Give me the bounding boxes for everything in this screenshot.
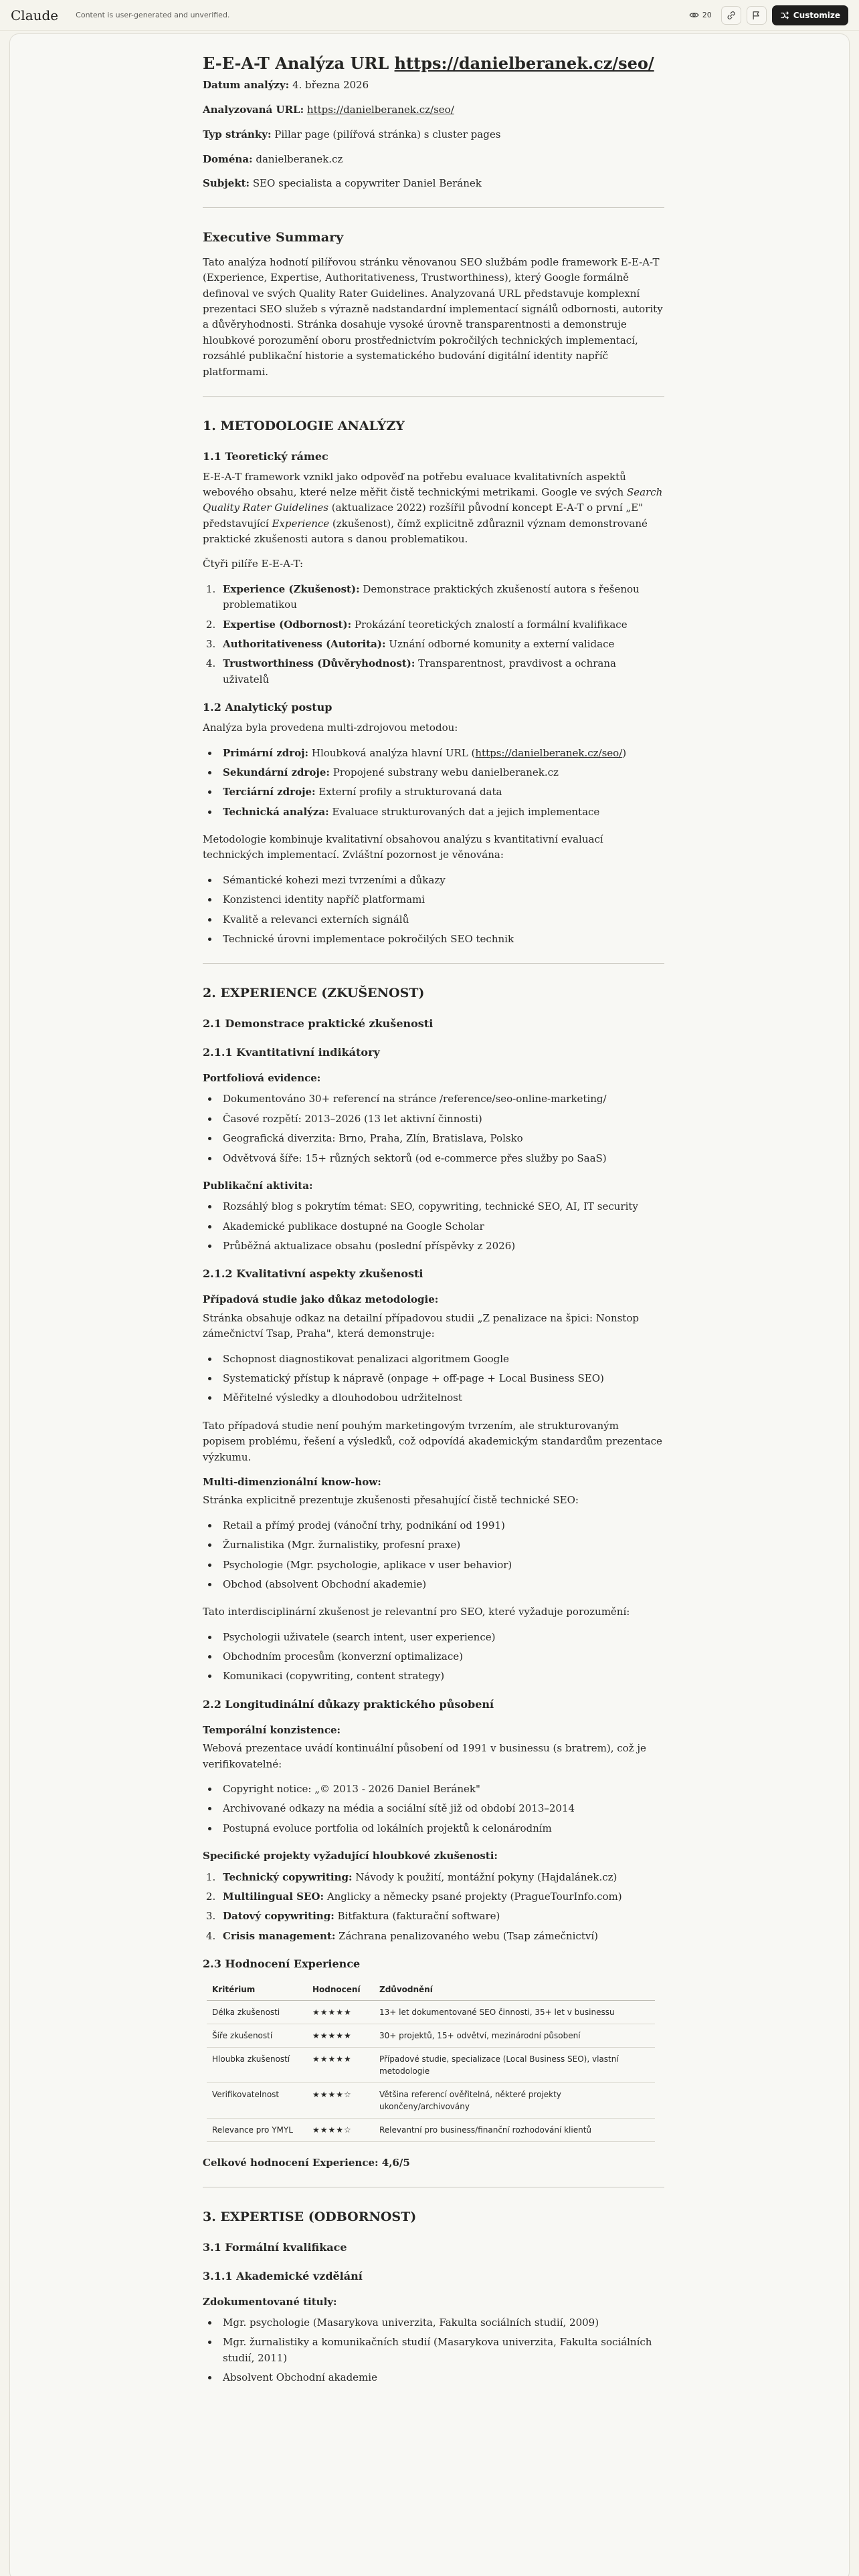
item-label: Technická analýza: (223, 805, 329, 818)
column-header: Zdůvodnění (374, 1979, 655, 2000)
list-item (219, 1870, 664, 1885)
list-item: • Sémantické kohezi mezi tvrzeními a důkazy (219, 873, 664, 888)
overall-score-text: Celkové hodnocení Experience: 4,6/5 (203, 2156, 410, 2169)
section-2-heading: 2. EXPERIENCE (ZKUŠENOST) (203, 986, 425, 1001)
meta-label: Analyzovaná URL: (203, 103, 304, 116)
item-text: Uznání odborné komunity a externí validace (385, 638, 615, 651)
meta-value: SEO specialista a copywriter Daniel Beránek (250, 177, 482, 190)
sources-list (219, 746, 664, 821)
emphasis: Search Quality Rater Guidelines (203, 486, 663, 514)
know-how-intro: Stránka explicitně prezentuje zkušenosti přesahující čistě technické SEO: (203, 1494, 579, 1507)
source-url-link[interactable]: https://danielberanek.cz/seo/ (475, 746, 623, 759)
section-2-1-heading: 2.1 Demonstrace praktické zkušenosti (203, 1017, 434, 1031)
rating-cell: ★★★★☆ (307, 2118, 374, 2141)
focus-list (219, 873, 664, 948)
list-item: • Copyright notice: „© 2013 - 2026 Daniel Beránek" (219, 1782, 664, 1797)
experience-score-table (207, 1979, 655, 2142)
criterion-cell: Verifikovatelnost (207, 2082, 307, 2118)
doc-title (203, 53, 664, 74)
item-label: Expertise (Odbornost): (223, 618, 352, 631)
claude-logo[interactable]: Claude (11, 7, 59, 23)
item-label: Multilingual SEO: (223, 1890, 324, 1903)
item-label: Experience (Zkušenost): (223, 582, 360, 595)
list-item: • Průběžná aktualizace obsahu (poslední příspěvky z 2026) (219, 1239, 664, 1254)
table-row (207, 2024, 655, 2047)
temporal-list (219, 1782, 664, 1836)
reason-cell: Relevantní pro business/finanční rozhodování klientů (374, 2118, 655, 2141)
education-list (219, 2315, 664, 2386)
meta-block (203, 78, 664, 191)
projects-heading: Specifické projekty vyžadující hloubkové zkušenosti: (203, 1850, 498, 1862)
table-row (207, 2000, 655, 2024)
list-item: • Retail a přímý prodej (vánoční trhy, podnikání od 1991) (219, 1518, 664, 1533)
list-item: • Žurnalistika (Mgr. žurnalistiky, profesní praxe) (219, 1537, 664, 1553)
divider (203, 963, 664, 964)
artifact-frame (9, 33, 850, 2576)
method-paragraph: Metodologie kombinuje kvalitativní obsahovou analýzu s kvantitativní evaluací technických implementací. Zvláštní pozornost je věnována: (203, 833, 603, 861)
item-text: Prokázání teoretických znalostí a formální kvalifikace (351, 618, 628, 631)
list-item: • Akademické publikace dostupné na Google Scholar (219, 1219, 664, 1235)
list-item (219, 1929, 664, 1944)
case-study-paragraph: Tato případová studie není pouhým marketingovým tvrzením, ale strukturovaným popisem problému, řešení a výsledků, což odpovídá akademickým standardům prezentace výzkumu. (203, 1419, 662, 1463)
section-3-heading: 3. EXPERTISE (ODBORNOST) (203, 2210, 417, 2225)
criterion-cell: Délka zkušenosti (207, 2000, 307, 2024)
publication-heading: Publikační aktivita: (203, 1179, 313, 1192)
list-item: • Časové rozpětí: 2013–2026 (13 let aktivní činnosti) (219, 1111, 664, 1127)
list-item: • Schopnost diagnostikovat penalizaci algoritmem Google (219, 1352, 664, 1367)
eye-icon (689, 11, 699, 19)
meta-date (203, 78, 664, 93)
exec-summary-heading: Executive Summary (203, 230, 344, 245)
item-label: Trustworthiness (Důvěryhodnost): (223, 657, 415, 670)
list-item: • Dokumentováno 30+ referencí na stránce /reference/seo-online-marketing/ (219, 1091, 664, 1107)
item-label: Terciární zdroje: (223, 786, 316, 798)
item-text: Hloubková analýza hlavní URL ( (308, 746, 476, 759)
customize-button[interactable] (772, 5, 848, 25)
column-header: Kritérium (207, 1979, 307, 2000)
list-item: • Absolvent Obchodní akademie (219, 2370, 664, 2385)
list-item (219, 582, 664, 613)
pillars-intro: Čtyři pilíře E-E-A-T: (203, 558, 304, 570)
remix-icon (780, 11, 789, 20)
rating-cell: ★★★★☆ (307, 2082, 374, 2118)
view-counter (689, 11, 712, 19)
list-item: • Technické úrovni implementace pokročilých SEO technik (219, 932, 664, 947)
item-label: Primární zdroj: (223, 746, 309, 759)
copy-link-button[interactable] (721, 6, 741, 25)
item-label: Technický copywriting: (223, 1870, 353, 1883)
item-label: Sekundární zdroje: (223, 766, 330, 778)
list-item (219, 765, 664, 780)
list-item (219, 1909, 664, 1924)
item-label: Crisis management: (223, 1929, 336, 1942)
rating-cell: ★★★★★ (307, 2000, 374, 2024)
section-2-2-heading: 2.2 Longitudinální důkazy praktického působení (203, 1697, 494, 1711)
education-heading: Zdokumentované tituly: (203, 2295, 337, 2308)
reason-cell: Většina referencí ověřitelná, některé projekty ukončeny/archivovány (374, 2082, 655, 2118)
meta-label: Datum analýzy: (203, 79, 290, 92)
method-intro: Analýza byla provedena multi-zdrojovou metodou: (203, 722, 458, 734)
list-item: • Mgr. psychologie (Masarykova univerzita, Fakulta sociálních studií, 2009) (219, 2315, 664, 2331)
list-item: • Postupná evoluce portfolia od lokálních projektů k celonárodním (219, 1821, 664, 1836)
item-text: Záchrana penalizovaného webu (Tsap zámečnictví) (335, 1929, 598, 1942)
list-item: • Obchod (absolvent Obchodní akademie) (219, 1577, 664, 1592)
list-item (219, 637, 664, 652)
text-run: (aktualizace 2022) rozšířil původní koncept E-A-T o první „E" představující (203, 502, 644, 530)
meta-value: Pillar page (pilířová stránka) s cluster pages (271, 128, 501, 140)
item-text: Demonstrace praktických zkušeností autora s řešenou problematikou (223, 582, 640, 611)
list-item (219, 784, 664, 800)
list-item: • Psychologii uživatele (search intent, user experience) (219, 1630, 664, 1645)
meta-label: Doména: (203, 152, 253, 165)
section-1-2-heading: 1.2 Analytický postup (203, 701, 332, 714)
know-how-list (219, 1518, 664, 1593)
list-item (219, 1889, 664, 1905)
title-url: https://danielberanek.cz/seo/ (394, 53, 654, 73)
customize-label: Customize (793, 10, 840, 20)
item-label: Authoritativeness (Autorita): (223, 638, 386, 651)
interdisciplinary-list (219, 1630, 664, 1685)
text-run: E-E-A-T framework vznikl jako odpověď na potřebu evaluace kvalitativních aspektů webového obsahu, které nelze měřit čistě technickými metrikami. Google ve svých (203, 470, 627, 498)
criterion-cell: Šíře zkušeností (207, 2024, 307, 2047)
item-text: Transparentnost, pravdivost a ochrana uživatelů (223, 657, 616, 685)
item-text: Návody k použití, montážní pokyny (Hajdalánek.cz) (352, 1870, 617, 1883)
criterion-cell: Relevance pro YMYL (207, 2118, 307, 2141)
analyzed-url-link[interactable]: https://danielberanek.cz/seo/ (306, 103, 454, 116)
divider (203, 396, 664, 397)
app-header (0, 0, 859, 31)
case-study-list (219, 1352, 664, 1406)
rating-cell: ★★★★★ (307, 2047, 374, 2082)
item-label: Datový copywriting: (223, 1910, 335, 1923)
list-item: • Obchodním procesům (konverzní optimalizace) (219, 1649, 664, 1665)
projects-list (219, 1870, 664, 1945)
table-row (207, 2118, 655, 2141)
list-item: • Geografická diverzita: Brno, Praha, Zlín, Bratislava, Polsko (219, 1131, 664, 1146)
table-row (207, 2082, 655, 2118)
section-2-1-2-heading: 2.1.2 Kvalitativní aspekty zkušenosti (203, 1267, 423, 1281)
section-3-1-heading: 3.1 Formální kvalifikace (203, 2240, 347, 2254)
item-text: Anglicky a německy psané projekty (PragueTourInfo.com) (324, 1890, 622, 1903)
table-header-row (207, 1979, 655, 2000)
view-count: 20 (702, 11, 712, 19)
table-row (207, 2047, 655, 2082)
list-item: • Měřitelné výsledky a dlouhodobou udržitelnost (219, 1390, 664, 1406)
meta-url (203, 102, 664, 118)
item-text: Propojené substrany webu danielberanek.cz (329, 766, 559, 778)
list-item: • Komunikaci (copywriting, content strategy) (219, 1669, 664, 1684)
text-run: (zkušenost), čímž explicitně zdůraznil význam demonstrované praktické zkušenosti autora s danou problematikou. (203, 517, 648, 546)
meta-label: Subjekt: (203, 177, 250, 190)
pillars-list (219, 582, 664, 687)
list-item: • Odvětvová šíře: 15+ různých sektorů (od e-commerce přes služby po SaaS) (219, 1151, 664, 1166)
section-1-1-heading: 1.1 Teoretický rámec (203, 449, 328, 463)
report-button[interactable] (747, 6, 767, 25)
portfolio-heading: Portfoliová evidence: (203, 1071, 321, 1084)
title-text: E-E-A-T Analýza URL (203, 53, 395, 73)
case-study-intro: Stránka obsahuje odkaz na detailní případovou studii „Z penalizace na špici: Nonstop zámečnictví Tsap, Praha", která demonstruje: (203, 1311, 639, 1340)
divider (203, 207, 664, 208)
know-how-heading: Multi-dimenzionální know-how: (203, 1475, 381, 1488)
list-item: • Rozsáhlý blog s pokrytím témat: SEO, copywriting, technické SEO, AI, IT security (219, 1199, 664, 1214)
list-item: • Psychologie (Mgr. psychologie, aplikace v user behavior) (219, 1558, 664, 1573)
flag-icon (752, 11, 761, 20)
meta-type (203, 127, 664, 142)
list-item: • Archivované odkazy na média a sociální sítě již od období 2013–2014 (219, 1801, 664, 1816)
temporal-intro: Webová prezentace uvádí kontinuální působení od 1991 v businessu (s bratrem), což je verifikovatelné: (203, 1742, 646, 1770)
framework-paragraph (203, 469, 664, 548)
document-body (203, 53, 664, 2398)
meta-subject (203, 176, 664, 191)
reason-cell: 30+ projektů, 15+ odvětví, mezinárodní působení (374, 2024, 655, 2047)
item-text: Externí profily a strukturovaná data (315, 786, 502, 798)
section-1-heading: 1. METODOLOGIE ANALÝZY (203, 418, 405, 433)
temporal-heading: Temporální konzistence: (203, 1723, 341, 1736)
item-text: ) (622, 746, 627, 759)
list-item (219, 746, 664, 761)
portfolio-list (219, 1091, 664, 1166)
item-text: Evaluace strukturovaných dat a jejich implementace (328, 805, 600, 818)
case-study-heading: Případová studie jako důkaz metodologie: (203, 1293, 439, 1306)
meta-domain (203, 152, 664, 167)
interdisciplinary-intro: Tato interdisciplinární zkušenost je relevantní pro SEO, které vyžaduje porozumění: (203, 1606, 630, 1618)
disclaimer-text: Content is user-generated and unverified. (76, 11, 230, 19)
meta-value: 4. března 2026 (289, 79, 369, 92)
publication-list (219, 1199, 664, 1254)
list-item (219, 804, 664, 820)
meta-value: danielberanek.cz (252, 152, 343, 165)
rating-cell: ★★★★★ (307, 2024, 374, 2047)
column-header: Hodnocení (307, 1979, 374, 2000)
overall-score (203, 2155, 664, 2171)
link-icon (727, 11, 736, 20)
reason-cell: 13+ let dokumentované SEO činnosti, 35+ let v businessu (374, 2000, 655, 2024)
criterion-cell: Hloubka zkušeností (207, 2047, 307, 2082)
list-item: • Systematický přístup k nápravě (onpage + off-page + Local Business SEO) (219, 1371, 664, 1386)
list-item: • Kvalitě a relevanci externích signálů (219, 912, 664, 928)
exec-summary-text: Tato analýza hodnotí pilířovou stránku věnovanou SEO službám podle framework E-E-A-T (Experience, Expertise, Authoritativeness, Trustworthiness), který Google formálně definoval ve svých Quality Rater Guidelines. Analyzovaná URL představuje komplexní prezentaci SEO služeb s výrazně nadstandardní implementací signálů odbornosti, autority a důvěryhodnosti. Stránka dosahuje vysoké úrovně transparentnosti a demonstruje hloubkové porozumění oboru prostřednictvím pokročilých technických implementací, rozsáhlé publikační historie a systematického budování digitální identity napříč platformami. (203, 255, 663, 378)
section-2-3-heading: 2.3 Hodnocení Experience (203, 1957, 361, 1971)
list-item: • Konzistenci identity napříč platformami (219, 892, 664, 907)
list-item (219, 656, 664, 687)
emphasis: Experience (272, 517, 330, 530)
list-item: • Mgr. žurnalistiky a komunikačních studií (Masarykova univerzita, Fakulta sociálních studií, 2011) (219, 2335, 664, 2366)
reason-cell: Případové studie, specializace (Local Business SEO), vlastní metodologie (374, 2047, 655, 2082)
list-item (219, 617, 664, 633)
section-2-1-1-heading: 2.1.1 Kvantitativní indikátory (203, 1046, 380, 1059)
item-text: Bitfaktura (fakturační software) (334, 1910, 500, 1923)
meta-label: Typ stránky: (203, 128, 272, 140)
section-3-1-1-heading: 3.1.1 Akademické vzdělání (203, 2269, 363, 2282)
